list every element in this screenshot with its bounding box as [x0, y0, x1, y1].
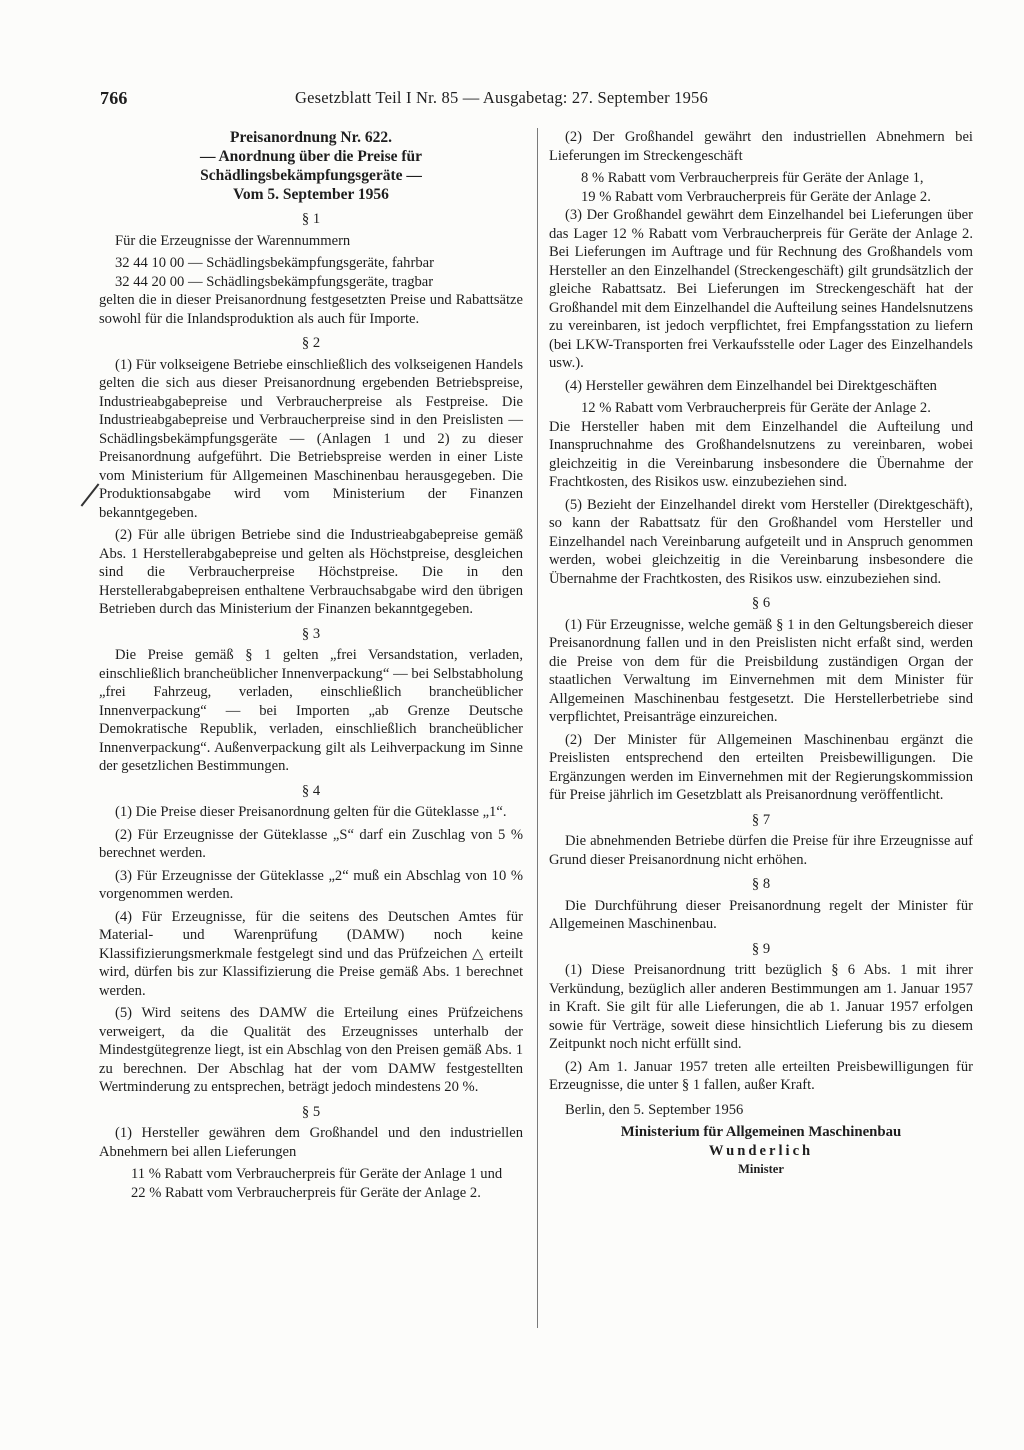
paragraph: (2) Der Minister für Allgemeinen Maschinenbau ergänzt die Preislisten entsprechend den erteilten Preisbewilligungen. Die Ergänzungen werden im Einvernehmen mit der Regierungskommission für Preise jährlich im Gesetzblatt als Preisanordnung veröffentlicht. [549, 731, 973, 803]
paragraph: (1) Hersteller gewähren dem Großhandel und den industriellen Abnehmern bei allen Lieferungen [99, 1125, 523, 1160]
paragraph: Für die Erzeugnisse der Warennummern [115, 232, 351, 249]
paragraph: Die Preise gemäß § 1 gelten „frei Versandstation, verladen, einschließlich brancheüblicher Innenverpackung“ — bei Selbstabholung „frei Fahrzeug, verladen, einschließlich brancheüblicher Innenverpackung“ — bei Importen „ab Grenze Deutsche Demokratische Republik, verladen, einschließlich brancheüblicher Innenverpackung“. Außenverpackung gilt als Leihverpackung im Sinne der gesetzlichen Bestimmungen. [99, 647, 523, 774]
paragraph: (5) Wird seitens des DAMW die Erteilung eines Prüfzeichens verweigert, da die Qualität des Erzeugnisses unterhalb der Mindestgütegrenze liegt, ist ein Abschlag von den Preisen gemäß Abs. 1 zu berechnen. Der Abschlag hat der vom DAMW festgestellten Wertminderung zu entsprechen, beträgt jedoch mindestens 20 %. [99, 1005, 523, 1095]
rebate-line: 19 % Rabatt vom Verbraucherpreis für Geräte der Anlage 2. [581, 188, 931, 205]
section-heading: § 2 [301, 335, 321, 351]
rebate-line: 22 % Rabatt vom Verbraucherpreis für Geräte der Anlage 2. [131, 1184, 481, 1201]
paragraph: (2) Der Großhandel gewährt den industriellen Abnehmern bei Lieferungen im Streckengeschäft [549, 129, 973, 164]
section-heading: § 7 [751, 811, 771, 828]
paragraph: (5) Bezieht der Einzelhandel direkt vom Hersteller (Direktgeschäft), so kann der Rabattsatz für den Großhandel vom Hersteller und Einzelhandel nach Vereinbarung aufgeteilt und in Anspruch genommen werden, wobei gleichzeitig in die Vereinbarung insbesondere die Übernahme der Frachtkosten, des Risikos usw. einzubeziehen sind. [549, 496, 973, 587]
paragraph: (1) Für Erzeugnisse, welche gemäß § 1 in den Geltungsbereich dieser Preisanordnung fallen und in den Preislisten nicht erfaßt sind, werden die Preise von dem für die Preisbildung zuständigen Organ der staatlichen Verwaltung im Einvernehmen mit dem Minister für Allgemeinen Maschinenbau festgesetzt. Die Herstellerbetriebe sind verpflichtet, Preisanträge einzureichen. [549, 616, 973, 725]
pen-mark [81, 483, 100, 506]
column-divider [537, 128, 538, 1328]
paragraph: (2) Für alle übrigen Betriebe sind die Industrieabgabepreise gemäß Abs. 1 Herstellerabgabepreise und gelten als Höchstpreise, desgleichen sind die Verbraucherpreise Höchstpreise. Die in den Herstellerabgabepreisen enthaltene Verbrauchsabgabe wird den übrigen Betrieben durch das Ministerium der Finanzen bekanntgegeben. [99, 527, 523, 617]
section-heading: § 8 [751, 876, 771, 892]
paragraph: (4) Hersteller gewähren dem Einzelhandel bei Direktgeschäften [565, 377, 937, 394]
left-column [99, 128, 523, 1202]
paragraph: Die Hersteller haben mit dem Einzelhandel die Aufteilung und Inanspruchnahme des Großhandelsnutzens zu vereinbaren, wobei gleichzeitig in die Vereinbarung insbesondere die Übernahme der Frachtkosten, des Risikos usw. einzubeziehen sind. [549, 418, 973, 490]
paragraph: gelten die in dieser Preisanordnung festgesetzten Preise und Rabattsätze sowohl für die Inlandsproduktion als auch für Importe. [99, 292, 523, 327]
running-head: Gesetzblatt Teil I Nr. 85 — Ausgabetag: 27. September 1956 [295, 88, 708, 107]
section-heading: § 6 [751, 595, 771, 611]
page-number: 766 [100, 88, 128, 108]
rebate-line: 8 % Rabatt vom Verbraucherpreis für Geräte der Anlage 1, [581, 170, 924, 186]
paragraph: (2) Für Erzeugnisse der Güteklasse „S“ darf ein Zuschlag von 5 % berechnet werden. [99, 826, 523, 861]
right-column [549, 128, 973, 1179]
rebate-line: 12 % Rabatt vom Verbraucherpreis für Geräte der Anlage 2. [581, 400, 931, 416]
section-heading: § 4 [301, 782, 321, 799]
paragraph: Die abnehmenden Betriebe dürfen die Preise für ihre Erzeugnisse auf Grund dieser Preisanordnung nicht erhöhen. [549, 833, 973, 868]
section-heading: § 9 [751, 940, 771, 957]
page-header [100, 88, 810, 112]
section-heading: § 1 [301, 211, 321, 227]
place-date: Berlin, den 5. September 1956 [565, 1101, 744, 1118]
paragraph: Die Durchführung dieser Preisanordnung regelt der Minister für Allgemeinen Maschinenbau. [549, 897, 973, 932]
paragraph: (2) Am 1. Januar 1957 treten alle erteilten Preisbewilligungen für Erzeugnisse, die unter § 1 fallen, außer Kraft. [549, 1058, 973, 1093]
paragraph: (1) Diese Preisanordnung tritt bezüglich § 6 Abs. 1 mit ihrer Verkündung, bezüglich aller anderen Bestimmungen am 1. Januar 1957 in Kraft. Sie gilt für alle Lieferungen, die ab 1. Januar 1957 erfolgen sowie für Verträge, soweit diese hinsichtlich Lieferung bis zu diesem Zeitpunkt noch nicht erfüllt sind. [549, 962, 973, 1052]
ordinance-date: Vom 5. September 1956 [233, 186, 389, 203]
signatory-role: Minister [738, 1162, 784, 1176]
section-heading: § 3 [301, 625, 321, 642]
paragraph: (3) Für Erzeugnisse der Güteklasse „2“ muß ein Abschlag von 10 % vorgenommen werden. [99, 867, 523, 902]
paragraph: (3) Der Großhandel gewährt dem Einzelhandel bei Lieferungen über das Lager 12 % Rabatt vom Verbraucherpreis für Geräte der Anlage 2. Bei Lieferungen im Auftrage und für Rechnung des Großhandels vom Hersteller an den Einzelhandel (Streckengeschäft) gilt grundsätzlich der gleiche Rabattsatz. Bei Lieferungen im Streckengeschäft hat der Großhandel mit dem Einzelhandel die Aufteilung seines Handelsnutzens zu vereinbaren, ist jedoch verpflichtet, frei Empfangsstation zu liefern (bei LKW-Transporten frei Verkaufsstelle oder Lager des Einzelhandels usw.). [549, 207, 973, 371]
ware-code: 32 44 20 00 — Schädlingsbekämpfungsgeräte, tragbar [115, 273, 434, 290]
rebate-line: 11 % Rabatt vom Verbraucherpreis für Geräte der Anlage 1 und [131, 1166, 503, 1182]
paragraph: (4) Für Erzeugnisse, für die seitens des Deutschen Amtes für Material- und Warenprüfung (DAMW) noch keine Klassifizierungsmerkmale festgelegt sind und das Prüfzeichen △ erteilt wird, dürfen bis zur Klassifizierung die Preise gemäß Abs. 1 berechnet werden. [99, 908, 523, 999]
section-heading: § 5 [301, 1103, 321, 1120]
paragraph: (1) Die Preise dieser Preisanordnung gelten für die Güteklasse „1“. [115, 804, 507, 820]
signing-ministry: Ministerium für Allgemeinen Maschinenbau [620, 1124, 902, 1140]
paragraph: (1) Für volkseigene Betriebe einschließlich des volkseigenen Handels gelten die sich aus dieser Preisanordnung ergebenden Betriebspreise, Industrieabgabepreise und Verbraucherpreise als Festpreise. Die Industrieabgabepreise und Verbraucherpreise sind in den Preislisten — Schädlingsbekämpfungsgeräte — (Anlagen 1 und 2) zu dieser Preisanordnung aufgeführt. Die Betriebspreise werden in einer Liste vom Ministerium für Allgemeinen Maschinenbau herausgegeben. Die Produktionsabgabe wird vom Ministerium der Finanzen bekanntgegeben. [99, 356, 523, 521]
ordinance-title: — Anordnung über die Preise für Schädlingsbekämpfungsgeräte — [199, 148, 423, 184]
ware-code: 32 44 10 00 — Schädlingsbekämpfungsgeräte, fahrbar [115, 255, 434, 271]
ordinance-number: Preisanordnung Nr. 622. [230, 129, 392, 146]
signatory-name: Wunderlich [708, 1142, 814, 1159]
